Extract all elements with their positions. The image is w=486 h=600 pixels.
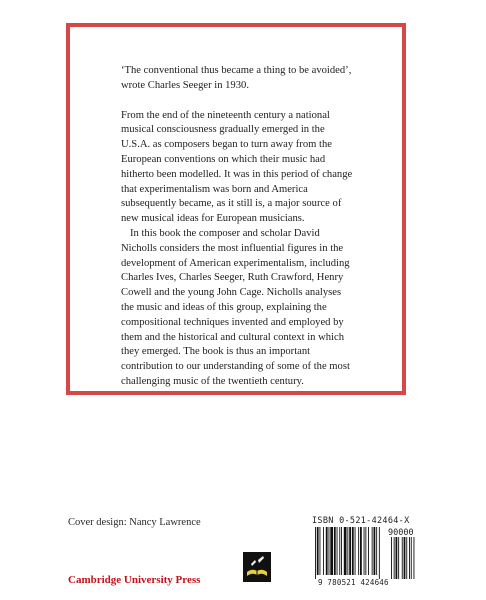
blurb-paragraph-1: From the end of the nineteenth century a national musical consciousness gradually emerged in the U.S.A. as composers began to turn away from the European conventions on which their music had hitherto been modelled. It was in this period of change that experimentalism was born and America subsequently became, as it still is, a major source of new musical ideas for European musicians. <box>121 109 353 225</box>
cover-design-credit: Cover design: Nancy Lawrence <box>68 517 201 528</box>
price-addon-code: 90000 <box>388 528 414 538</box>
cambridge-book-icon <box>243 552 271 582</box>
publisher-name: Cambridge University Press <box>68 574 201 586</box>
barcode-number: 9 780521 424646 <box>318 578 389 587</box>
blurb-paragraph-2: In this book the composer and scholar David Nicholls considers the most influential figures in the development of American experimentalism, including Charles Ives, Charles Seeger, Ruth Crawford, Henry Cowell and the young John Cage. Nicholls analyses the music and ideas of this group, explaining the compositional techniques invented and employed by them and the historical and cultural context in which they emerged. The book is thus an important contribution to our understanding of some of the most challenging music of the twentieth century. <box>121 227 350 387</box>
opening-quote: ‘The conventional thus became a thing to be avoided’, wrote Charles Seeger in 1930. <box>121 65 352 91</box>
isbn-label: ISBN 0-521-42464-X <box>312 516 410 526</box>
back-cover-blurb <box>121 64 355 390</box>
